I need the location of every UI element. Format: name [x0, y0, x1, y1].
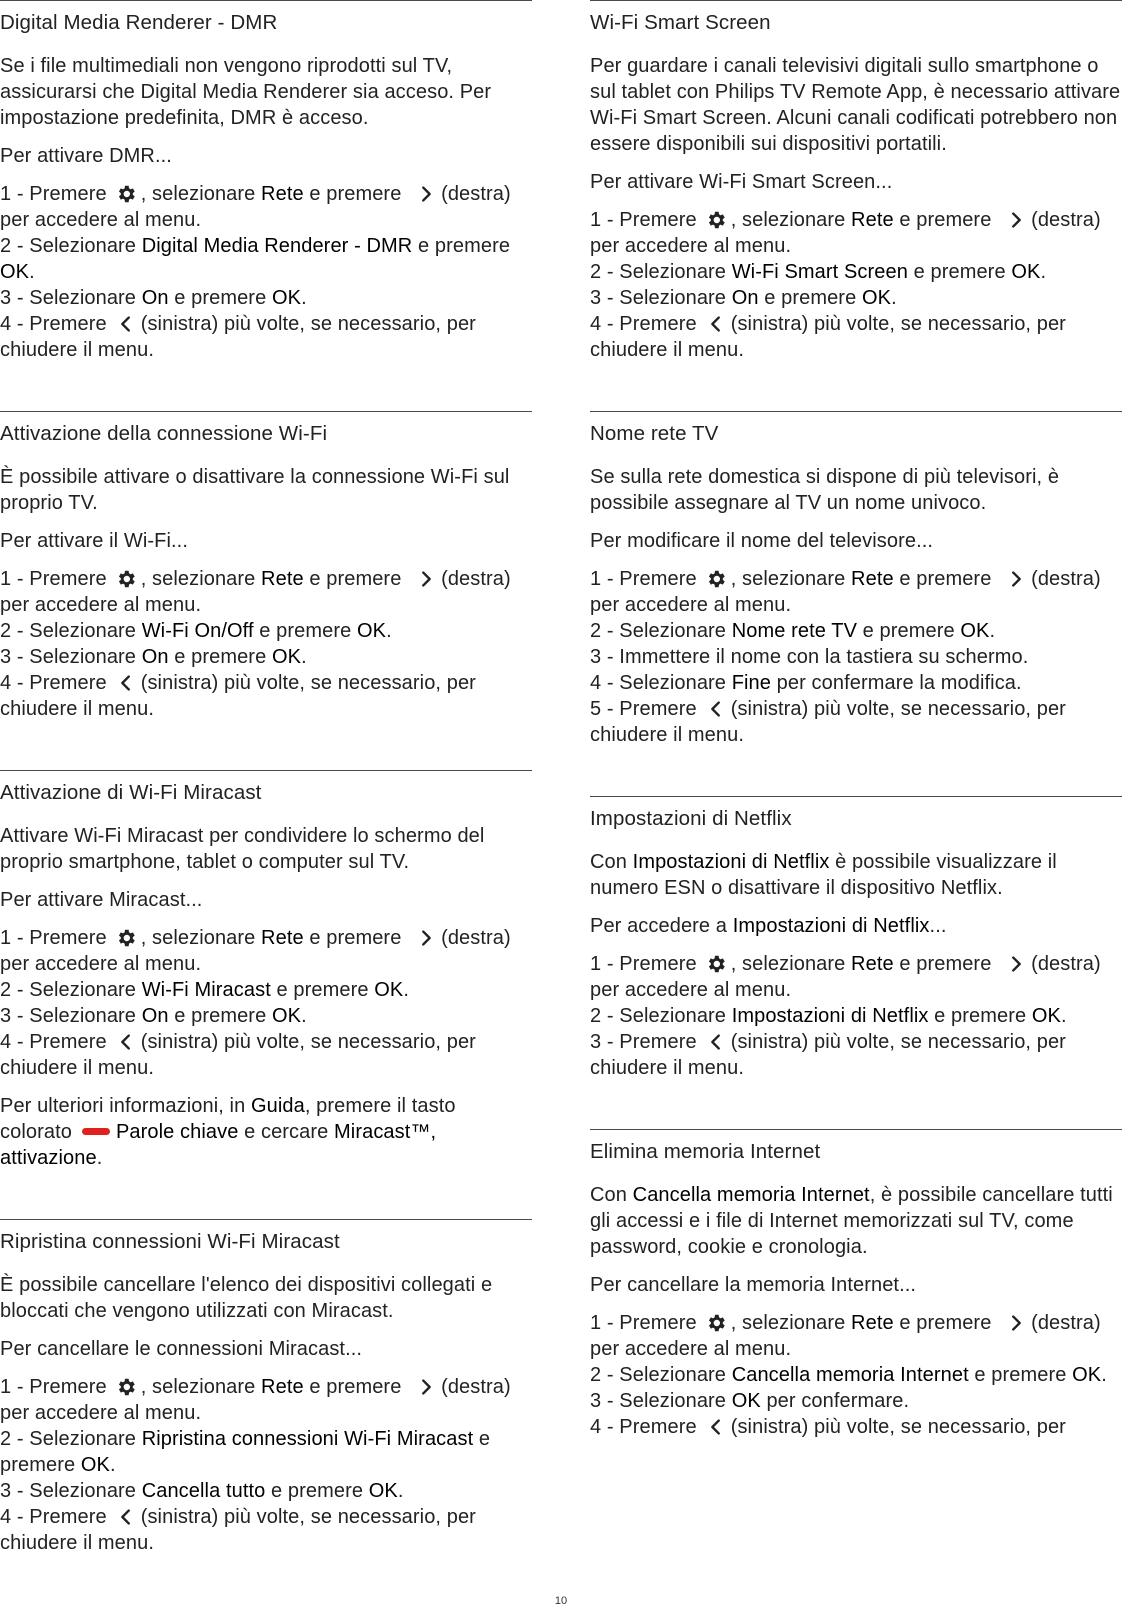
section-title: Attivazione della connessione Wi-Fi [0, 422, 328, 445]
intro-text: Con Impostazioni di Netflix è possibile visualizzare il numero ESN o disattivare il dispositivo Netflix. [590, 851, 1057, 899]
chevron-left-icon [115, 672, 137, 694]
step-4: 4 - Premere (sinistra) più volte, se necessario, per [590, 1416, 1066, 1438]
section-miracast [0, 770, 532, 1171]
intro-text: Per guardare i canali televisivi digitali sullo smartphone o sul tablet con Philips TV Remote App, è necessario attivare Wi-Fi Smart Screen. Alcuni canali codificati potrebbero non essere disponibili sui dispositivi portatili. [590, 55, 1121, 155]
chevron-right-icon [1005, 209, 1027, 231]
step-1: 1 - Premere , selezionare Rete e premere (destra) per accedere al menu. [0, 183, 511, 231]
chevron-left-icon [115, 313, 137, 335]
section-dmr [0, 0, 532, 363]
step-3: 3 - Selezionare On e premere OK. [0, 646, 307, 668]
step-2: 2 - Selezionare Digital Media Renderer - DMR e premere OK. [0, 235, 511, 283]
section-clear-internet-memory [590, 1129, 1122, 1440]
step-5: 5 - Premere (sinistra) più volte, se necessario, per chiudere il menu. [590, 698, 1066, 746]
step-3: 3 - Premere (sinistra) più volte, se necessario, per chiudere il menu. [590, 1031, 1066, 1079]
step-1: 1 - Premere , selezionare Rete e premere (destra) per accedere al menu. [0, 568, 511, 616]
chevron-right-icon [1005, 953, 1027, 975]
chevron-right-icon [415, 927, 437, 949]
chevron-right-icon [415, 183, 437, 205]
section-smart-screen [590, 0, 1122, 363]
lead-text: Per attivare Miracast... [0, 889, 203, 911]
section-title: Nome rete TV [590, 422, 719, 445]
settings-gear-icon [705, 953, 727, 975]
step-1: 1 - Premere , selezionare Rete e premere (destra) per accedere al menu. [0, 927, 511, 975]
settings-gear-icon [705, 1312, 727, 1334]
settings-gear-icon [115, 927, 137, 949]
section-tv-name [590, 411, 1122, 748]
intro-text: Se i file multimediali non vengono riprodotti sul TV, assicurarsi che Digital Media Renderer sia acceso. Per impostazione predefinita, DMR è acceso. [0, 55, 492, 129]
section-title: Attivazione di Wi-Fi Miracast [0, 781, 262, 804]
step-1: 1 - Premere , selezionare Rete e premere (destra) per accedere al menu. [590, 1312, 1101, 1360]
lead-text: Per cancellare la memoria Internet... [590, 1274, 917, 1296]
step-3: 3 - Selezionare Cancella tutto e premere OK. [0, 1480, 404, 1502]
lead-text: Per accedere a Impostazioni di Netflix... [590, 915, 947, 937]
chevron-right-icon [415, 568, 437, 590]
lead-text: Per attivare DMR... [0, 145, 172, 167]
chevron-right-icon [1005, 568, 1027, 590]
settings-gear-icon [115, 183, 137, 205]
settings-gear-icon [115, 568, 137, 590]
settings-gear-icon [705, 568, 727, 590]
step-4: 4 - Premere (sinistra) più volte, se necessario, per chiudere il menu. [0, 1506, 476, 1554]
intro-text: Se sulla rete domestica si dispone di più televisori, è possibile assegnare al TV un nome univoco. [590, 466, 1060, 514]
chevron-right-icon [415, 1376, 437, 1398]
section-title: Impostazioni di Netflix [590, 807, 792, 830]
step-1: 1 - Premere , selezionare Rete e premere (destra) per accedere al menu. [590, 953, 1101, 1001]
step-4: 4 - Premere (sinistra) più volte, se necessario, per chiudere il menu. [0, 672, 476, 720]
step-1: 1 - Premere , selezionare Rete e premere (destra) per accedere al menu. [590, 209, 1101, 257]
section-reset-miracast [0, 1219, 532, 1556]
step-2: 2 - Selezionare Wi-Fi Miracast e premere OK. [0, 979, 410, 1001]
step-4: 4 - Selezionare Fine per confermare la modifica. [590, 672, 1022, 694]
intro-text: È possibile cancellare l'elenco dei dispositivi collegati e bloccati che vengono utilizzati con Miracast. [0, 1274, 493, 1322]
step-2: 2 - Selezionare Wi-Fi On/Off e premere OK. [0, 620, 392, 642]
chevron-left-icon [115, 1506, 137, 1528]
settings-gear-icon [705, 209, 727, 231]
step-2: 2 - Selezionare Ripristina connessioni Wi-Fi Miracast e premere OK. [0, 1428, 491, 1476]
step-3: 3 - Selezionare On e premere OK. [0, 287, 307, 309]
chevron-left-icon [705, 1031, 727, 1053]
lead-text: Per attivare Wi-Fi Smart Screen... [590, 171, 893, 193]
section-title: Wi-Fi Smart Screen [590, 11, 771, 34]
step-2: 2 - Selezionare Impostazioni di Netflix e premere OK. [590, 1005, 1067, 1027]
step-3: 3 - Immettere il nome con la tastiera su schermo. [590, 646, 1029, 668]
section-title: Ripristina connessioni Wi-Fi Miracast [0, 1230, 340, 1253]
lead-text: Per modificare il nome del televisore... [590, 530, 934, 552]
lead-text: Per attivare il Wi-Fi... [0, 530, 188, 552]
chevron-left-icon [705, 698, 727, 720]
intro-text: Con Cancella memoria Internet, è possibile cancellare tutti gli accessi e i file di Internet memorizzati sul TV, come password, cookie e cronologia. [590, 1184, 1113, 1258]
step-1: 1 - Premere , selezionare Rete e premere (destra) per accedere al menu. [0, 1376, 511, 1424]
settings-gear-icon [115, 1376, 137, 1398]
step-2: 2 - Selezionare Wi-Fi Smart Screen e premere OK. [590, 261, 1047, 283]
more-info-text: Per ulteriori informazioni, in Guida, premere il tasto colorato Parole chiave e cercare Miracast™, attivazione. [0, 1095, 456, 1169]
step-3: 3 - Selezionare OK per confermare. [590, 1390, 910, 1412]
lead-text: Per cancellare le connessioni Miracast... [0, 1338, 363, 1360]
intro-text: Attivare Wi-Fi Miracast per condividere lo schermo del proprio smartphone, tablet o computer sul TV. [0, 825, 485, 873]
step-2: 2 - Selezionare Nome rete TV e premere OK. [590, 620, 996, 642]
section-title: Digital Media Renderer - DMR [0, 11, 278, 34]
step-4: 4 - Premere (sinistra) più volte, se necessario, per chiudere il menu. [0, 1031, 476, 1079]
step-4: 4 - Premere (sinistra) più volte, se necessario, per chiudere il menu. [0, 313, 476, 361]
left-column [0, 0, 532, 1556]
chevron-left-icon [705, 313, 727, 335]
chevron-right-icon [1005, 1312, 1027, 1334]
red-color-key-icon [82, 1128, 110, 1135]
page-number: 10 [554, 1595, 568, 1607]
right-column [590, 0, 1122, 1440]
step-1: 1 - Premere , selezionare Rete e premere (destra) per accedere al menu. [590, 568, 1101, 616]
chevron-left-icon [705, 1416, 727, 1438]
step-3: 3 - Selezionare On e premere OK. [590, 287, 897, 309]
step-2: 2 - Selezionare Cancella memoria Internet e premere OK. [590, 1364, 1107, 1386]
section-netflix [590, 796, 1122, 1081]
chevron-left-icon [115, 1031, 137, 1053]
step-3: 3 - Selezionare On e premere OK. [0, 1005, 307, 1027]
section-wifi [0, 411, 532, 722]
step-4: 4 - Premere (sinistra) più volte, se necessario, per chiudere il menu. [590, 313, 1066, 361]
intro-text: È possibile attivare o disattivare la connessione Wi-Fi sul proprio TV. [0, 466, 510, 514]
section-title: Elimina memoria Internet [590, 1140, 821, 1163]
